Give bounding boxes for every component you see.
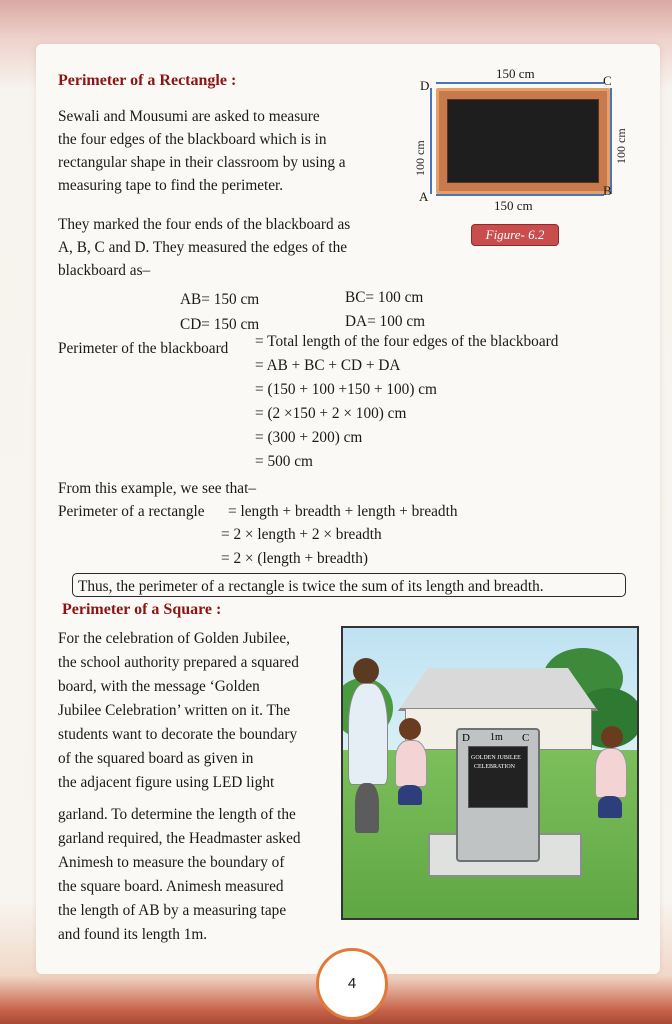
- formula-label: Perimeter of a rectangle: [58, 503, 205, 520]
- figure-left-label: 100 cm: [413, 140, 427, 176]
- page-number: 4: [316, 948, 388, 1020]
- intro-line-1: Sewali and Mousumi are asked to measure: [58, 108, 320, 125]
- intro-line-2: the four edges of the blackboard which is in: [58, 131, 327, 148]
- square-line-9: garland required, the Headmaster asked: [58, 830, 301, 847]
- student-left-head: [399, 718, 421, 740]
- calc-step-4: = (2 ×150 + 2 × 100) cm: [255, 405, 407, 422]
- square-heading: Perimeter of a Square :: [62, 601, 222, 618]
- calc-step-5: = (300 + 200) cm: [255, 429, 363, 446]
- jubilee-illustration: [341, 626, 639, 920]
- student-left-body: [395, 740, 427, 787]
- formula-step-3: = 2 × (length + breadth): [221, 550, 368, 567]
- square-line-7: the adjacent figure using LED light: [58, 774, 275, 791]
- square-line-11: the square board. Animesh measured: [58, 878, 284, 895]
- calc-step-2: = AB + BC + CD + DA: [255, 357, 401, 374]
- calc-label: Perimeter of the blackboard: [58, 340, 229, 357]
- student-right-shorts: [598, 796, 622, 818]
- board-corner-d: D: [462, 732, 470, 744]
- marked-line-2: A, B, C and D. They measured the edges of the: [58, 239, 348, 256]
- square-line-6: of the squared board as given in: [58, 750, 254, 767]
- calc-step-6: = 500 cm: [255, 453, 313, 470]
- headmaster-legs: [355, 783, 379, 833]
- corner-a: A: [419, 189, 429, 204]
- formula-step-2: = 2 × length + 2 × breadth: [221, 526, 382, 543]
- corner-c: C: [603, 73, 612, 88]
- board-corner-c: C: [522, 732, 530, 744]
- square-board-stone: [456, 728, 540, 862]
- square-line-2: the school authority prepared a squared: [58, 654, 299, 671]
- square-line-1: For the celebration of Golden Jubilee,: [58, 630, 290, 647]
- measure-da: DA= 100 cm: [345, 313, 426, 330]
- square-line-10: Animesh to measure the boundary of: [58, 854, 285, 871]
- blackboard-frame: [436, 88, 610, 194]
- board-length: 1m: [490, 732, 503, 743]
- student-right-head: [601, 726, 623, 748]
- calc-step-3: = (150 + 100 +150 + 100) cm: [255, 381, 437, 398]
- figure-bottom-label: 150 cm: [494, 198, 533, 213]
- corner-b: B: [603, 183, 612, 198]
- blackboard-surface: [447, 99, 599, 183]
- formula-step-1: = length + breadth + length + breadth: [228, 503, 458, 520]
- measure-cd: CD= 150 cm: [180, 316, 260, 333]
- calc-step-1: = Total length of the four edges of the blackboard: [255, 333, 559, 350]
- rectangle-heading: Perimeter of a Rectangle :: [58, 72, 237, 89]
- conclusion-text: Thus, the perimeter of a rectangle is twice the sum of its length and breadth.: [78, 578, 544, 595]
- board-text-2: CELEBRATION: [474, 764, 515, 770]
- square-line-4: Jubilee Celebration’ written on it. The: [58, 702, 291, 719]
- intro-line-3: rectangular shape in their classroom by using a: [58, 154, 346, 171]
- left-dimension-line: [430, 88, 432, 194]
- square-line-8: garland. To determine the length of the: [58, 806, 296, 823]
- board-plaque: [468, 746, 528, 808]
- top-dimension-line: [436, 82, 604, 84]
- figure-top-label: 150 cm: [496, 66, 535, 81]
- student-right-body: [595, 748, 627, 798]
- measure-ab: AB= 150 cm: [180, 291, 260, 308]
- intro-line-4: measuring tape to find the perimeter.: [58, 177, 284, 194]
- square-line-13: and found its length 1m.: [58, 926, 208, 943]
- school-roof: [398, 668, 598, 711]
- square-line-5: students want to decorate the boundary: [58, 726, 298, 743]
- headmaster-head: [353, 658, 379, 684]
- figure-caption: Figure- 6.2: [471, 224, 559, 246]
- right-dimension-line: [610, 88, 612, 194]
- board-text-1: GOLDEN JUBILEE: [471, 755, 521, 761]
- corner-d: D: [420, 78, 430, 93]
- student-left-shorts: [398, 785, 422, 805]
- square-line-12: the length of AB by a measuring tape: [58, 902, 287, 919]
- square-line-3: board, with the message ‘Golden: [58, 678, 260, 695]
- measure-bc: BC= 100 cm: [345, 289, 424, 306]
- figure-right-label: 100 cm: [614, 128, 628, 164]
- marked-line-3: blackboard as–: [58, 262, 151, 279]
- bottom-dimension-line: [436, 194, 604, 196]
- from-example: From this example, we see that–: [58, 480, 256, 497]
- marked-line-1: They marked the four ends of the blackboard as: [58, 216, 351, 233]
- headmaster-body: [348, 683, 388, 785]
